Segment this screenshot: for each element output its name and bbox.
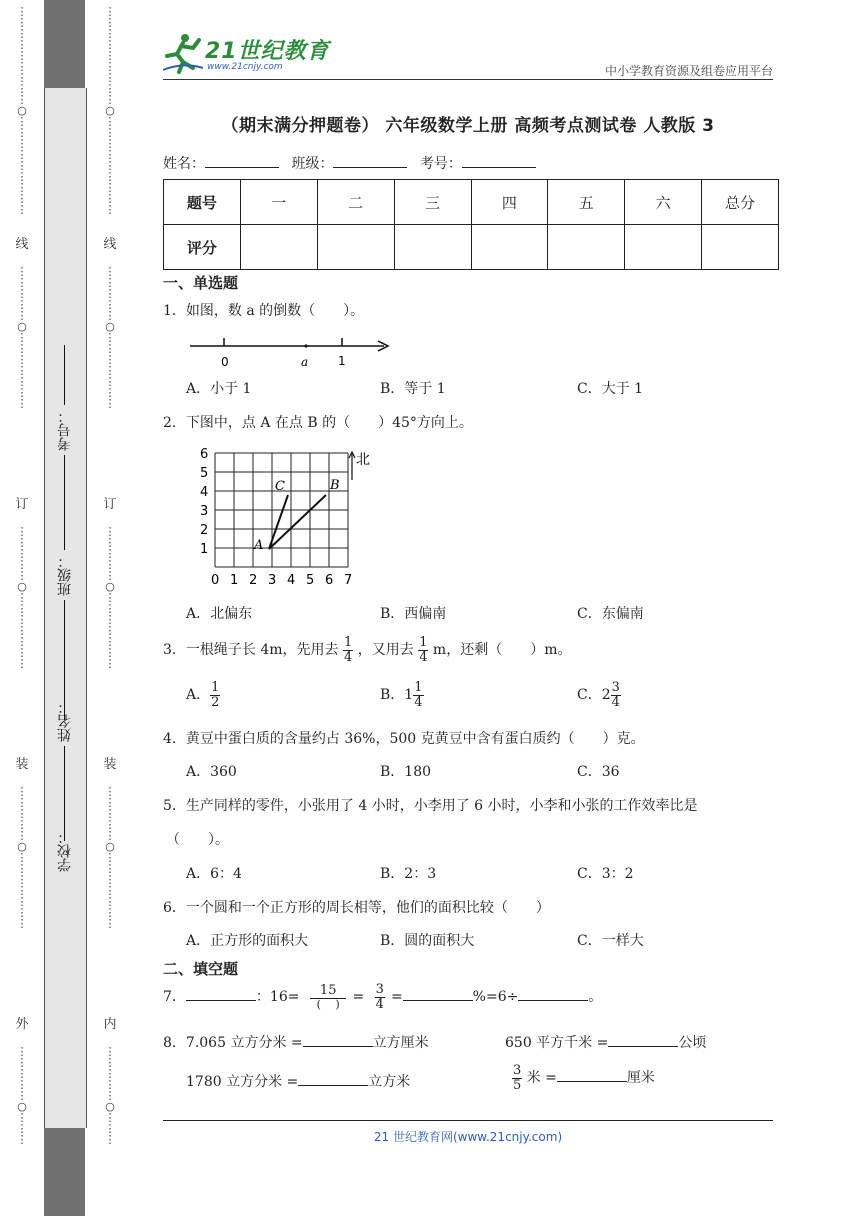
option-b[interactable]: B．2：3 <box>380 866 437 882</box>
fraction: $\frac{3}{4}$ <box>375 982 384 1012</box>
binding-dark-block <box>44 1128 85 1216</box>
score-table <box>163 179 779 270</box>
binding-char: 线 <box>103 237 117 252</box>
runner-icon <box>163 32 203 74</box>
table-cell: 五 <box>548 180 625 225</box>
answer-blank[interactable] <box>186 988 256 1001</box>
dotted-line: ⋮ ⋮ ⋮ ⋮ ⋮ ⋮ ⋮ ⋮ ⋮ ○ ⋮ ⋮ ⋮ ⋮ ⋮ ⋮ ⋮ ⋮ ⋮ <box>16 5 28 216</box>
fraction: $\frac{15}{( )}$ <box>310 984 347 1010</box>
footer-text: 21 世纪教育网(www.21cnjy.com) <box>373 1130 563 1144</box>
exam-number-field[interactable]: 考号： <box>50 345 80 525</box>
x-tick-label: 0 <box>211 573 220 588</box>
tick-label: 0 <box>221 355 229 369</box>
option-c[interactable]: C．一样大 <box>577 933 644 949</box>
question-text: ，又用去 <box>357 642 414 659</box>
dotted-line: ⋮ ⋮ ⋮ ⋮ ⋮ ○ ⋮ ⋮ ⋮ ⋮ ⋮ ⋮ ⋮ <box>104 785 116 930</box>
footer-divider <box>163 1120 773 1121</box>
option-b[interactable]: B．等于 1 <box>380 381 446 397</box>
question-text: 1．如图，数 a 的倒数（ ）。 <box>163 303 365 319</box>
binding-char: 订 <box>15 497 29 512</box>
answer-blank[interactable] <box>298 1073 368 1086</box>
y-tick-label: 1 <box>200 542 209 557</box>
name-blank[interactable] <box>205 155 279 168</box>
dotted-line: ⋮ ⋮ ⋮ ⋮ ⋮ ○ ⋮ ⋮ ⋮ ⋮ ⋮ ⋮ ⋮ <box>16 785 28 930</box>
table-cell: 评分 <box>164 225 241 270</box>
x-tick-label: 6 <box>325 573 334 588</box>
answer-blank[interactable] <box>303 1034 373 1047</box>
platform-name: 中小学教育资源及组卷应用平台 <box>604 64 773 78</box>
class-field[interactable]: 班级： <box>50 520 80 720</box>
option-a[interactable]: A．360 <box>186 764 237 780</box>
option-c[interactable]: C．3：2 <box>577 866 634 882</box>
option-b[interactable]: B．圆的面积大 <box>380 933 475 949</box>
class-blank[interactable] <box>333 155 407 168</box>
question-8-line1: 8．7.065 立方分米 = 立方厘米 <box>163 1035 429 1051</box>
question-8-part-d: $\frac{3}{5}$ 米 = 厘米 <box>513 1063 655 1093</box>
question-text: 5．生产同样的零件，小张用了 4 小时，小李用了 6 小时，小李和小张的工作效率比是 <box>163 798 698 814</box>
option-a[interactable]: A．北偏东 <box>186 606 253 622</box>
score-table-header <box>164 180 779 225</box>
x-tick-label: 4 <box>287 573 296 588</box>
header-divider <box>163 79 773 80</box>
point-label-a: A <box>254 538 264 553</box>
option-c[interactable]: C．大于 1 <box>577 381 644 397</box>
dotted-line: ⋮ ⋮ ⋮ ⋮ ⋮ ○ ⋮ ⋮ ⋮ <box>16 1045 28 1146</box>
grid-figure <box>196 448 396 596</box>
fraction: $\frac{3}{5}$ <box>513 1063 522 1093</box>
tick-label: 1 <box>338 354 346 368</box>
y-tick-label: 4 <box>200 485 209 500</box>
option-c[interactable]: C．36 <box>577 764 620 780</box>
section-heading: 二、填空题 <box>163 960 239 978</box>
table-cell: 四 <box>471 180 548 225</box>
question-3 <box>163 636 571 664</box>
answer-blank[interactable] <box>518 988 588 1001</box>
option-a[interactable]: A．正方形的面积大 <box>186 933 309 949</box>
table-cell: 题号 <box>164 180 241 225</box>
option-c[interactable]: C．东偏南 <box>577 606 644 622</box>
binding-char: 线 <box>15 237 29 252</box>
binding-char: 装 <box>103 757 117 772</box>
answer-blank[interactable] <box>608 1034 678 1047</box>
dotted-line: ⋮ ⋮ ⋮ ⋮ ⋮ ⋮ ⋮ ⋮ ⋮ ○ ⋮ ⋮ ⋮ ⋮ ⋮ ⋮ ⋮ ⋮ ⋮ <box>104 5 116 216</box>
score-cell[interactable] <box>240 225 317 270</box>
tick-label: a <box>301 355 309 369</box>
question-text: m，还剩（ ）m。 <box>432 642 572 659</box>
fraction: $\frac{1}{4}$ <box>344 635 353 665</box>
option-a[interactable]: A． $\frac{1}{2}$ <box>186 680 220 710</box>
y-tick-label: 3 <box>200 504 209 519</box>
binding-char: 内 <box>103 1017 117 1032</box>
x-tick-label: 3 <box>268 573 277 588</box>
answer-blank[interactable] <box>557 1069 627 1082</box>
question-8-part-b: 650 平方千米 = 公顷 <box>505 1035 707 1051</box>
option-b[interactable]: B．180 <box>380 764 432 780</box>
dotted-line: ⋮ ⋮ ⋮ ⋮ ⋮ ○ ⋮ ⋮ ⋮ <box>104 1045 116 1146</box>
question-8-part-c: 1780 立方分米 = 立方米 <box>186 1074 411 1090</box>
question-text: 2．下图中，点 A 在点 B 的（ ）45°方向上。 <box>163 415 473 431</box>
binding-strip-inner <box>100 0 120 1216</box>
dotted-line: ⋮ ⋮ ⋮ ⋮ ⋮ ○ ⋮ ⋮ ⋮ ⋮ ⋮ ⋮ ⋮ <box>104 525 116 670</box>
logo-text: 21世纪教育 <box>205 39 330 64</box>
name-label: 姓名： <box>163 156 205 172</box>
question-text: 3．一根绳子长 4m，先用去 <box>163 642 339 659</box>
table-cell: 总分 <box>702 180 779 225</box>
score-cell[interactable] <box>471 225 548 270</box>
score-cell[interactable] <box>394 225 471 270</box>
x-tick-label: 5 <box>306 573 315 588</box>
x-tick-label: 1 <box>230 573 239 588</box>
option-c[interactable]: C．2 $\frac{3}{4}$ <box>577 680 620 710</box>
y-tick-label: 5 <box>200 466 209 481</box>
score-cell[interactable] <box>625 225 702 270</box>
question-text: 4．黄豆中蛋白质的含量约占 36%，500 克黄豆中含有蛋白质约（ ）克。 <box>163 731 645 747</box>
point-label-c: C <box>275 479 285 494</box>
dotted-line: ⋮ ⋮ ⋮ ⋮ ⋮ ○ ⋮ ⋮ ⋮ ⋮ ⋮ ⋮ ⋮ <box>104 265 116 410</box>
table-cell: 六 <box>625 180 702 225</box>
north-label: 北 <box>356 452 370 468</box>
binding-char: 装 <box>15 757 29 772</box>
question-text: （ ）。 <box>166 832 229 848</box>
class-label: 班级： <box>291 156 334 172</box>
score-table-row <box>164 225 779 270</box>
site-logo <box>163 30 363 78</box>
logo-url: www.21cnjy.com <box>207 62 283 72</box>
student-info-row <box>163 153 544 173</box>
answer-blank[interactable] <box>403 988 473 1001</box>
score-cell[interactable] <box>317 225 394 270</box>
option-b[interactable]: B．1 $\frac{1}{4}$ <box>380 680 423 710</box>
option-a[interactable]: A．小于 1 <box>186 381 252 397</box>
number-label: 考号： <box>419 156 462 172</box>
score-cell[interactable] <box>702 225 779 270</box>
binding-char: 订 <box>103 497 117 512</box>
table-cell: 三 <box>394 180 471 225</box>
fraction: $\frac{1}{4}$ <box>419 635 428 665</box>
table-cell: 一 <box>240 180 317 225</box>
option-b[interactable]: B．西偏南 <box>380 606 447 622</box>
dotted-line: ⋮ ⋮ ⋮ ⋮ ⋮ ○ ⋮ ⋮ ⋮ ⋮ ⋮ ⋮ ⋮ <box>16 265 28 410</box>
name-field[interactable]: 姓名： <box>50 700 80 841</box>
x-tick-label: 2 <box>249 573 258 588</box>
binding-strip-outer <box>0 0 44 1216</box>
table-cell: 二 <box>317 180 394 225</box>
section-heading: 一、单选题 <box>163 274 239 292</box>
y-tick-label: 2 <box>200 523 209 538</box>
question-7: 7． ：16= $\frac{15}{( )}$ = $\frac{3}{4}$ = %=6÷ 。 <box>163 982 603 1012</box>
school-field[interactable]: 学校： <box>57 830 73 872</box>
number-line-figure <box>186 334 396 370</box>
binding-char: 外 <box>15 1017 29 1032</box>
point-label-b: B <box>330 478 340 493</box>
page-title: （期末满分押题卷） 六年级数学上册 高频考点测试卷 人教版 3 <box>221 116 715 136</box>
binding-dark-block <box>44 0 85 88</box>
question-text: 6．一个圆和一个正方形的周长相等，他们的面积比较（ ） <box>163 900 550 916</box>
score-cell[interactable] <box>548 225 625 270</box>
option-a[interactable]: A．6：4 <box>186 866 242 882</box>
y-tick-label: 6 <box>200 448 209 462</box>
dotted-line: ⋮ ⋮ ⋮ ⋮ ⋮ ○ ⋮ ⋮ ⋮ ⋮ ⋮ ⋮ ⋮ <box>16 525 28 670</box>
number-blank[interactable] <box>462 155 536 168</box>
x-tick-label: 7 <box>344 573 353 588</box>
